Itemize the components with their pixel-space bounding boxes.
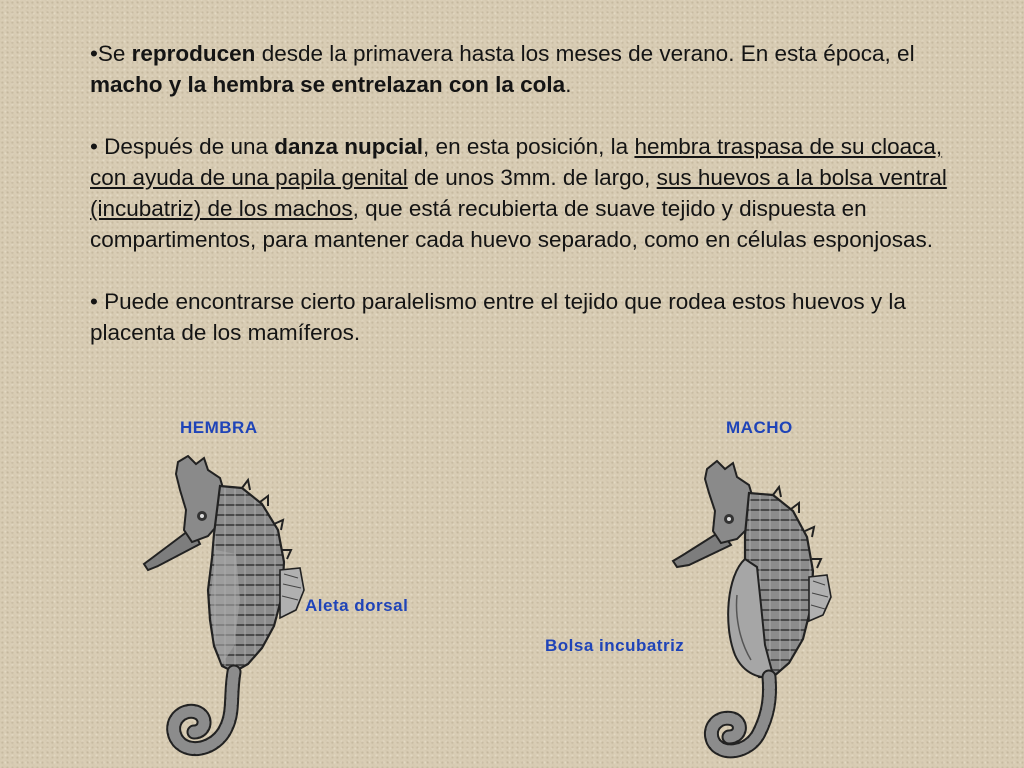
female-seahorse-illustration <box>130 450 310 768</box>
p1-bold-entrelazan: macho y la hembra se entrelazan con la cola <box>90 72 566 97</box>
p1-text-1: •Se <box>90 41 132 66</box>
bolsa-incubatriz-label: Bolsa incubatriz <box>545 636 685 655</box>
p3-text-1: • Puede encontrarse cierto paralelismo entre el tejido que rodea estos huevos y la placenta de los mamíferos. <box>90 289 906 345</box>
p1-bold-reproducen: reproducen <box>131 41 256 66</box>
p2-text-1: • Después de una <box>90 134 275 159</box>
p2-text-2: , en esta posición, la <box>423 134 635 159</box>
p2-underline-cloaca: hembra traspasa de su cloaca, con ayuda de una papila genital <box>90 134 943 190</box>
text-block <box>90 38 960 379</box>
p1-text-2: desde la primavera hasta los meses de verano. En esta época, el <box>255 41 915 66</box>
paragraph-placenta <box>90 286 960 348</box>
p2-bold-danza: danza nupcial <box>274 134 424 159</box>
paragraph-reproduction <box>90 38 960 100</box>
p2-text-3: de unos 3mm. de largo, <box>407 165 657 190</box>
p2-underline-bolsa: sus huevos a la bolsa ventral <box>656 165 947 190</box>
paragraph-nuptial-dance <box>90 131 960 255</box>
macho-label: MACHO <box>726 418 793 437</box>
male-seahorse-illustration <box>665 455 845 768</box>
p1-text-3: . <box>565 72 572 97</box>
p2-underline-incubatriz: (incubatriz) de los machos <box>90 196 353 221</box>
aleta-dorsal-label: Aleta dorsal <box>305 596 409 615</box>
p2-text-4: , que está recubierta de suave tejido y dispuesta en compartimentos, para mantener cada huevo separado, como en células esponjosas. <box>90 196 933 252</box>
hembra-label: HEMBRA <box>180 418 258 437</box>
